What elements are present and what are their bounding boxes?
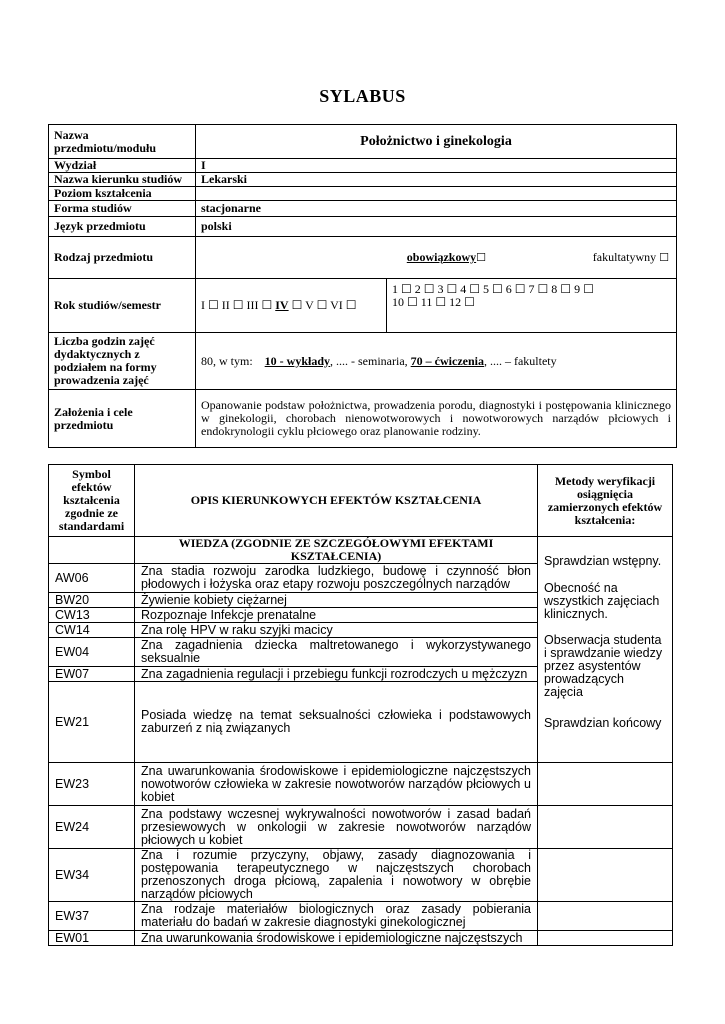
hours-electives: , .... – fakultety <box>483 353 557 368</box>
outcome-code: EW34 <box>49 849 135 902</box>
document-title: SYLABUS <box>319 86 406 106</box>
education-level-label: Poziom kształcenia <box>49 187 196 201</box>
field-of-study-label: Nazwa kierunku studiów <box>49 173 196 187</box>
course-name-label: Nazwa przedmiotu/modułu <box>49 125 196 159</box>
outcome-description: Posiada wiedzę na temat seksualności człowieka i podstawowych zaburzeń z nią związanych <box>135 682 538 763</box>
col-header-description: OPIS KIERUNKOWYCH EFEKTÓW KSZTAŁCENIA <box>135 465 538 537</box>
outcome-description: Zna zagadnienia dziecka maltretowanego i wykorzystywanego seksualnie <box>135 638 538 667</box>
empty-cell <box>538 902 673 931</box>
outcome-code: EW07 <box>49 667 135 682</box>
empty-cell <box>538 806 673 849</box>
objectives-value: Opanowanie podstaw położnictwa, prowadzenia porodu, diagnostyki i postępowania klinicznego w ginekologii, chorobach nienowotworowych i nowotworowych narządów płciowych i endokrynologii cyklu płciowego oraz planowanie rodziny. <box>196 390 677 448</box>
education-level-value <box>196 187 677 201</box>
empty-cell <box>538 931 673 946</box>
verification-methods <box>538 537 673 763</box>
method-item: Obserwacja studenta i sprawdzanie wiedzy przez asystentów prowadzących zajęcia <box>544 633 663 699</box>
outcome-description: Zna zagadnienia regulacji i przebiegu funkcji rozrodczych u mężczyzn <box>135 667 538 682</box>
years-before: I ☐ II ☐ III ☐ <box>201 298 276 312</box>
elective-option[interactable] <box>489 251 669 264</box>
mandatory-option-label: obowiązkowy <box>406 250 477 264</box>
outcome-description: Zna rolę HPV w raku szyjki macicy <box>135 623 538 638</box>
hours-value <box>196 333 677 390</box>
outcome-code: EW24 <box>49 806 135 849</box>
objectives-label: Założenia i cele przedmiotu <box>49 390 196 448</box>
outcome-code: AW06 <box>49 564 135 593</box>
col-header-symbol: Symbol efektów kształcenia zgodnie ze standardami <box>49 465 135 537</box>
outcome-description: Zna uwarunkowania środowiskowe i epidemiologiczne najczęstszych <box>135 931 538 946</box>
course-name-value: Położnictwo i ginekologia <box>196 125 677 159</box>
outcome-description: Zna rodzaje materiałów biologicznych oraz zasady pobierania materiału do badań w zakresie diagnostyki ginekologicznej <box>135 902 538 931</box>
hours-label: Liczba godzin zajęć dydaktycznych z podziałem na formy prowadzenia zajęć <box>49 333 196 390</box>
outcome-description: Zna uwarunkowania środowiskowe i epidemiologiczne najczęstszych nowotworów człowieka w zakresie nowotworów narządów płciowych u kobiet <box>135 763 538 806</box>
outcome-code: EW37 <box>49 902 135 931</box>
elective-option-label: fakultatywny <box>592 250 657 264</box>
mandatory-option[interactable] <box>201 251 486 264</box>
checkbox-icon: ☐ <box>659 251 669 264</box>
semester-options[interactable] <box>387 279 677 333</box>
outcome-description: Zna i rozumie przyczyny, objawy, zasady diagnozowania i postępowania terapeutycznego w najczęstszych chorobach przenoszonych droga płciową, zapalenia i nowotwory w obrębie narządów płciowych <box>135 849 538 902</box>
hours-seminars: , .... - seminaria, <box>330 353 411 368</box>
semesters-line-2: 10 ☐ 11 ☐ 12 ☐ <box>392 295 475 309</box>
year-options[interactable] <box>196 279 387 333</box>
language-value: polski <box>196 217 677 237</box>
learning-outcomes-table <box>48 464 673 946</box>
outcome-code: BW20 <box>49 593 135 608</box>
year-semester-label: Rok studiów/semestr <box>49 279 196 333</box>
outcome-code: EW01 <box>49 931 135 946</box>
hours-lectures: 10 - wykłady <box>264 353 331 368</box>
outcome-code: CW13 <box>49 608 135 623</box>
course-info-table <box>48 124 677 448</box>
outcome-description: Zna stadia rozwoju zarodka ludzkiego, budowę i czynność błon płodowych i łożyska oraz etapy rozwoju poszczególnych narządów <box>135 564 538 593</box>
outcome-code: EW21 <box>49 682 135 763</box>
year-selected: IV <box>275 298 289 312</box>
section-heading-knowledge: WIEDZA (ZGODNIE ZE SZCZEGÓŁOWYMI EFEKTAMI KSZTAŁCENIA) <box>135 537 538 564</box>
outcome-description: Żywienie kobiety ciężarnej <box>135 593 538 608</box>
language-label: Język przedmiotu <box>49 217 196 237</box>
course-type-label: Rodzaj przedmiotu <box>49 237 196 279</box>
field-of-study-value: Lekarski <box>196 173 677 187</box>
faculty-label: Wydział <box>49 159 196 173</box>
method-item: Obecność na wszystkich zajęciach klinicznych. <box>544 581 660 621</box>
outcome-code: EW23 <box>49 763 135 806</box>
empty-cell <box>538 763 673 806</box>
semesters-line-1: 1 ☐ 2 ☐ 3 ☐ 4 ☐ 5 ☐ 6 ☐ 7 ☐ 8 ☐ 9 ☐ <box>392 282 594 296</box>
outcome-code: EW04 <box>49 638 135 667</box>
outcome-description: Rozpoznaje Infekcje prenatalne <box>135 608 538 623</box>
course-type-options <box>196 237 677 279</box>
years-after: ☐ V ☐ VI ☐ <box>288 298 357 312</box>
study-form-value: stacjonarne <box>196 201 677 217</box>
empty-cell <box>49 537 135 564</box>
faculty-value: I <box>196 159 677 173</box>
checkbox-icon: ☐ <box>476 251 486 264</box>
hours-prefix: 80, w tym: <box>201 353 253 368</box>
col-header-methods: Metody weryfikacji osiągnięcia zamierzonych efektów kształcenia: <box>538 465 673 537</box>
empty-cell <box>538 849 673 902</box>
outcome-description: Zna podstawy wczesnej wykrywalności nowotworów i zasad badań przesiewowych w onkologii w zakresie nowotworów narządów płciowych u kobiet <box>135 806 538 849</box>
method-item: Sprawdzian wstępny. <box>544 554 662 568</box>
hours-exercises: 70 – ćwiczenia <box>410 353 484 368</box>
method-item: Sprawdzian końcowy <box>544 716 662 730</box>
outcome-code: CW14 <box>49 623 135 638</box>
study-form-label: Forma studiów <box>49 201 196 217</box>
